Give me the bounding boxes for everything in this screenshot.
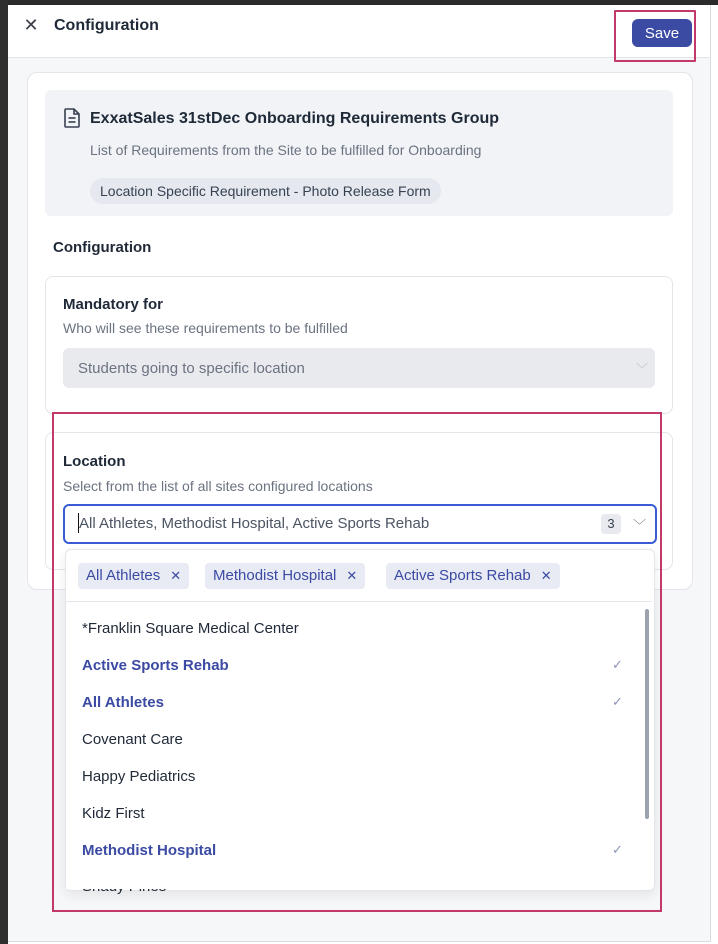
page-title: Configuration <box>54 17 159 34</box>
option-all-athletes[interactable]: All Athletes <box>82 694 164 711</box>
document-icon <box>63 108 81 128</box>
remove-chip-icon[interactable]: ✕ <box>170 568 182 583</box>
save-button[interactable]: Save <box>632 19 692 47</box>
option-franklin-square[interactable]: *Franklin Square Medical Center <box>82 620 299 637</box>
option-active-sports-rehab[interactable]: Active Sports Rehab <box>82 657 229 674</box>
location-label: Location <box>63 453 126 470</box>
location-highlight-box <box>52 412 662 912</box>
option-kidz-first[interactable]: Kidz First <box>82 805 145 822</box>
requirement-tag: Location Specific Requirement - Photo Release Form <box>90 178 441 204</box>
mandatory-for-description: Who will see these requirements to be fulfilled <box>63 320 348 336</box>
chevron-down-icon[interactable]: ﹀ <box>633 518 647 533</box>
option-methodist-hospital[interactable]: Methodist Hospital <box>82 842 217 859</box>
check-icon: ✓ <box>612 657 623 672</box>
location-description: Select from the list of all sites configured locations <box>63 478 373 494</box>
option-happy-pediatrics[interactable]: Happy Pediatrics <box>82 768 196 785</box>
section-title: Configuration <box>53 239 152 256</box>
option-covenant-care[interactable]: Covenant Care <box>82 731 183 748</box>
check-icon: ✓ <box>612 694 623 709</box>
close-icon[interactable]: ✕ <box>23 15 39 35</box>
group-title: ExxatSales 31stDec Onboarding Requirements Group <box>90 110 500 127</box>
location-selected-value: All Athletes, Methodist Hospital, Active Sports Rehab <box>79 515 430 532</box>
group-subtitle: List of Requirements from the Site to be fulfilled for Onboarding <box>90 142 482 158</box>
mandatory-for-value: Students going to specific location <box>78 360 305 377</box>
chip-label: Active Sports Rehab <box>394 567 531 584</box>
window-left-border <box>0 0 8 944</box>
selected-count-badge: 3 <box>601 514 621 534</box>
remove-chip-icon[interactable]: ✕ <box>540 568 552 583</box>
mandatory-for-label: Mandatory for <box>63 296 164 313</box>
chip-label: Methodist Hospital <box>213 567 337 584</box>
chevron-down-icon: ﹀ <box>636 362 649 376</box>
chip-label: All Athletes <box>86 567 161 584</box>
remove-chip-icon[interactable]: ✕ <box>346 568 358 583</box>
check-icon: ✓ <box>612 842 623 857</box>
